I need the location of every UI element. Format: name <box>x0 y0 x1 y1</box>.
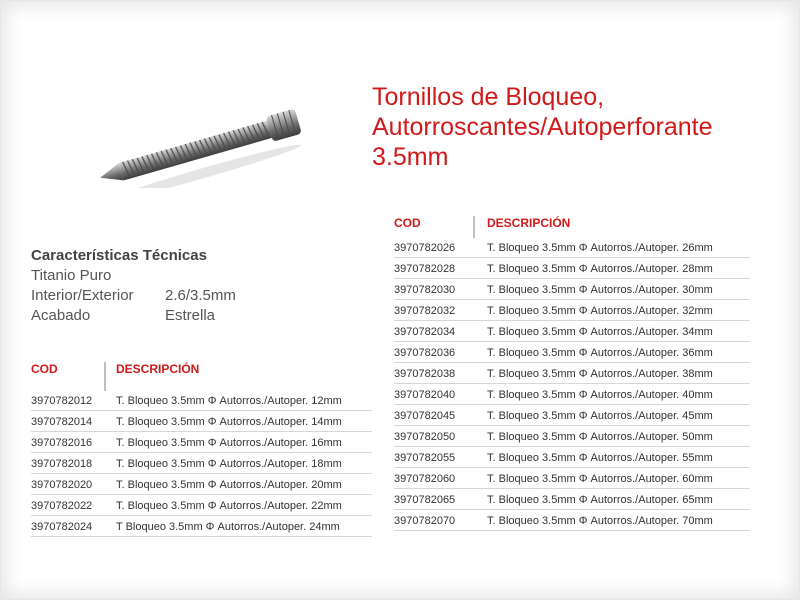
codes-table-left <box>31 362 376 533</box>
header-descripcion: DESCRIPCIÓN <box>116 362 200 376</box>
product-code: 3970782014 <box>31 416 93 428</box>
specs-row <box>31 286 236 306</box>
table-row <box>394 410 754 431</box>
row-divider <box>394 257 750 258</box>
title-line-1: Tornillos de Bloqueo, <box>372 83 605 111</box>
product-title <box>372 82 782 172</box>
row-divider <box>394 530 750 531</box>
table-row <box>31 521 376 542</box>
table-row <box>31 437 376 458</box>
table-row <box>394 452 754 473</box>
row-divider <box>394 404 750 405</box>
product-description: T. Bloqueo 3.5mm Φ Autorros./Autoper. 34mm <box>487 326 713 338</box>
row-divider <box>31 452 372 453</box>
table-row <box>394 368 754 389</box>
technical-specs <box>31 246 236 326</box>
product-description: T. Bloqueo 3.5mm Φ Autorros./Autoper. 12mm <box>116 395 342 407</box>
product-code: 3970782060 <box>394 473 456 485</box>
product-code: 3970782024 <box>31 521 93 533</box>
product-description: T. Bloqueo 3.5mm Φ Autorros./Autoper. 38mm <box>487 368 713 380</box>
table-row <box>394 389 754 410</box>
product-code: 3970782022 <box>31 500 93 512</box>
row-divider <box>394 320 750 321</box>
table-row <box>31 416 376 437</box>
product-code: 3970782020 <box>31 479 93 491</box>
header-cod: COD <box>394 216 421 230</box>
header-descripcion: DESCRIPCIÓN <box>487 216 571 230</box>
product-code: 3970782030 <box>394 284 456 296</box>
row-divider <box>31 494 372 495</box>
product-description: T. Bloqueo 3.5mm Φ Autorros./Autoper. 65mm <box>487 494 713 506</box>
row-divider <box>394 446 750 447</box>
product-code: 3970782050 <box>394 431 456 443</box>
table-row <box>394 347 754 368</box>
title-line-3: 3.5mm <box>372 143 449 171</box>
column-separator <box>473 216 475 238</box>
product-description: T. Bloqueo 3.5mm Φ Autorros./Autoper. 20mm <box>116 479 342 491</box>
product-code: 3970782065 <box>394 494 456 506</box>
row-divider <box>31 515 372 516</box>
product-code: 3970782028 <box>394 263 456 275</box>
product-description: T. Bloqueo 3.5mm Φ Autorros./Autoper. 60mm <box>487 473 713 485</box>
product-description: T. Bloqueo 3.5mm Φ Autorros./Autoper. 26mm <box>487 242 713 254</box>
table-row <box>394 431 754 452</box>
product-description: T. Bloqueo 3.5mm Φ Autorros./Autoper. 30mm <box>487 284 713 296</box>
product-code: 3970782070 <box>394 515 456 527</box>
product-code: 3970782012 <box>31 395 93 407</box>
row-divider <box>394 509 750 510</box>
product-description: T Bloqueo 3.5mm Φ Autorros./Autoper. 24mm <box>116 521 340 533</box>
specs-label: Acabado <box>31 307 91 324</box>
product-description: T. Bloqueo 3.5mm Φ Autorros./Autoper. 32mm <box>487 305 713 317</box>
product-code: 3970782038 <box>394 368 456 380</box>
product-description: T. Bloqueo 3.5mm Φ Autorros./Autoper. 50mm <box>487 431 713 443</box>
product-code: 3970782034 <box>394 326 456 338</box>
product-description: T. Bloqueo 3.5mm Φ Autorros./Autoper. 45mm <box>487 410 713 422</box>
codes-table-right <box>394 216 754 534</box>
product-code: 3970782045 <box>394 410 456 422</box>
specs-row <box>31 306 236 326</box>
table-row <box>31 500 376 521</box>
table-row <box>31 458 376 479</box>
title-line-2: Autorroscantes/Autoperforante <box>372 113 713 141</box>
row-divider <box>394 488 750 489</box>
row-divider <box>31 536 372 537</box>
product-description: T. Bloqueo 3.5mm Φ Autorros./Autoper. 55mm <box>487 452 713 464</box>
table-row <box>394 473 754 494</box>
row-divider <box>31 410 372 411</box>
product-code: 3970782036 <box>394 347 456 359</box>
product-code: 3970782055 <box>394 452 456 464</box>
table-row <box>394 326 754 347</box>
row-divider <box>31 473 372 474</box>
table-row <box>394 263 754 284</box>
product-description: T. Bloqueo 3.5mm Φ Autorros./Autoper. 18mm <box>116 458 342 470</box>
specs-value: Estrella <box>165 307 216 324</box>
table-row <box>394 515 754 536</box>
product-description: T. Bloqueo 3.5mm Φ Autorros./Autoper. 70mm <box>487 515 713 527</box>
header-cod: COD <box>31 362 58 376</box>
row-divider <box>394 425 750 426</box>
specs-value: 2.6/3.5mm <box>165 287 236 304</box>
column-separator <box>104 362 106 391</box>
row-divider <box>31 431 372 432</box>
table-row <box>31 395 376 416</box>
product-description: T. Bloqueo 3.5mm Φ Autorros./Autoper. 36mm <box>487 347 713 359</box>
product-description: T. Bloqueo 3.5mm Φ Autorros./Autoper. 14mm <box>116 416 342 428</box>
table-row <box>394 494 754 515</box>
row-divider <box>394 467 750 468</box>
product-description: T. Bloqueo 3.5mm Φ Autorros./Autoper. 16mm <box>116 437 342 449</box>
table-row <box>394 305 754 326</box>
product-code: 3970782026 <box>394 242 456 254</box>
product-code: 3970782040 <box>394 389 456 401</box>
product-description: T. Bloqueo 3.5mm Φ Autorros./Autoper. 28mm <box>487 263 713 275</box>
screw-image <box>94 108 314 188</box>
product-code: 3970782018 <box>31 458 93 470</box>
table-row <box>31 479 376 500</box>
product-description: T. Bloqueo 3.5mm Φ Autorros./Autoper. 40mm <box>487 389 713 401</box>
product-description: T. Bloqueo 3.5mm Φ Autorros./Autoper. 22mm <box>116 500 342 512</box>
row-divider <box>394 383 750 384</box>
row-divider <box>394 278 750 279</box>
specs-heading: Características Técnicas <box>31 247 207 264</box>
row-divider <box>394 299 750 300</box>
product-code: 3970782032 <box>394 305 456 317</box>
row-divider <box>394 341 750 342</box>
specs-label: Interior/Exterior <box>31 287 134 304</box>
row-divider <box>394 362 750 363</box>
product-code: 3970782016 <box>31 437 93 449</box>
specs-material: Titanio Puro <box>31 267 112 284</box>
table-row <box>394 284 754 305</box>
table-row <box>394 242 754 263</box>
